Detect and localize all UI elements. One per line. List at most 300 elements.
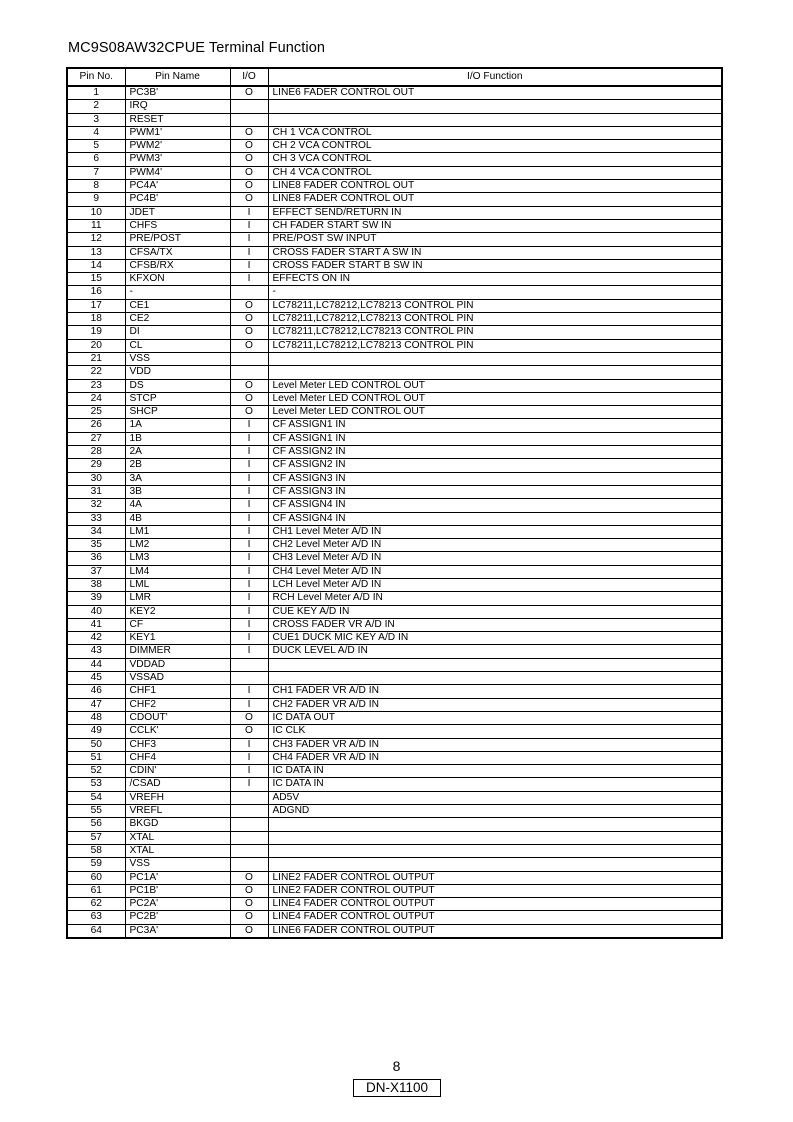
pin-name-cell: LM3 [125, 552, 230, 565]
pin-no-cell: 54 [67, 791, 125, 804]
pin-no-cell: 7 [67, 166, 125, 179]
io-function-cell: CH FADER START SW IN [268, 219, 722, 232]
pin-no-cell: 18 [67, 313, 125, 326]
io-function-cell: ADGND [268, 805, 722, 818]
io-cell: I [230, 246, 268, 259]
pin-no-cell: 59 [67, 858, 125, 871]
table-row [67, 485, 722, 498]
pin-name-cell: 3B [125, 485, 230, 498]
table-row [67, 313, 722, 326]
io-cell: O [230, 86, 268, 100]
io-cell: I [230, 738, 268, 751]
pin-no-cell: 17 [67, 299, 125, 312]
table-row [67, 884, 722, 897]
io-cell: I [230, 578, 268, 591]
pin-no-cell: 21 [67, 352, 125, 365]
pin-name-cell: 4B [125, 512, 230, 525]
pin-name-cell: CHF4 [125, 751, 230, 764]
io-function-cell: LC78211,LC78212,LC78213 CONTROL PIN [268, 339, 722, 352]
io-function-cell [268, 672, 722, 685]
io-function-cell: LINE6 FADER CONTROL OUT [268, 86, 722, 100]
io-cell: O [230, 180, 268, 193]
table-row [67, 672, 722, 685]
io-cell: I [230, 273, 268, 286]
io-cell: O [230, 166, 268, 179]
io-cell [230, 858, 268, 871]
io-cell [230, 286, 268, 299]
io-cell: I [230, 645, 268, 658]
pin-name-cell: PC3B' [125, 86, 230, 100]
io-cell: O [230, 299, 268, 312]
io-cell: I [230, 446, 268, 459]
io-cell: I [230, 525, 268, 538]
io-function-cell [268, 113, 722, 126]
pin-no-cell: 8 [67, 180, 125, 193]
pin-no-cell: 40 [67, 605, 125, 618]
pin-no-cell: 14 [67, 259, 125, 272]
pin-name-cell: BKGD [125, 818, 230, 831]
pin-name-cell: CL [125, 339, 230, 352]
table-row [67, 339, 722, 352]
io-function-cell: LINE2 FADER CONTROL OUTPUT [268, 871, 722, 884]
pin-no-cell: 62 [67, 898, 125, 911]
pin-no-cell: 29 [67, 459, 125, 472]
pin-name-cell: CHF1 [125, 685, 230, 698]
header-pin-no: Pin No. [67, 68, 125, 86]
table-row [67, 246, 722, 259]
io-cell [230, 831, 268, 844]
table-row [67, 140, 722, 153]
pin-no-cell: 53 [67, 778, 125, 791]
pin-no-cell: 43 [67, 645, 125, 658]
pin-no-cell: 13 [67, 246, 125, 259]
io-cell [230, 791, 268, 804]
table-row [67, 126, 722, 139]
io-function-cell: AD5V [268, 791, 722, 804]
io-cell [230, 366, 268, 379]
pin-name-cell: KEY1 [125, 632, 230, 645]
pin-no-cell: 9 [67, 193, 125, 206]
table-row [67, 924, 722, 938]
pin-name-cell: PC1A' [125, 871, 230, 884]
io-cell [230, 844, 268, 857]
table-row [67, 446, 722, 459]
pin-name-cell: SHCP [125, 406, 230, 419]
io-cell: O [230, 140, 268, 153]
pin-no-cell: 19 [67, 326, 125, 339]
table-row [67, 379, 722, 392]
io-cell: I [230, 765, 268, 778]
table-row [67, 366, 722, 379]
pin-name-cell: CDIN' [125, 765, 230, 778]
table-row [67, 618, 722, 631]
pin-name-cell: PC2A' [125, 898, 230, 911]
io-cell: O [230, 339, 268, 352]
table-row [67, 472, 722, 485]
pin-name-cell: 1B [125, 432, 230, 445]
pin-no-cell: 27 [67, 432, 125, 445]
model-label: DN-X1100 [353, 1079, 441, 1097]
io-function-cell: CH 3 VCA CONTROL [268, 153, 722, 166]
pin-no-cell: 45 [67, 672, 125, 685]
table-row [67, 273, 722, 286]
table-row [67, 286, 722, 299]
pin-name-cell: XTAL [125, 831, 230, 844]
pin-no-cell: 61 [67, 884, 125, 897]
table-row [67, 765, 722, 778]
table-row [67, 113, 722, 126]
pin-no-cell: 63 [67, 911, 125, 924]
table-row [67, 352, 722, 365]
io-function-cell: LC78211,LC78212,LC78213 CONTROL PIN [268, 326, 722, 339]
header-pin-name: Pin Name [125, 68, 230, 86]
io-cell: I [230, 685, 268, 698]
pin-no-cell: 12 [67, 233, 125, 246]
io-function-cell: CH 2 VCA CONTROL [268, 140, 722, 153]
pin-name-cell: XTAL [125, 844, 230, 857]
io-function-cell: CF ASSIGN4 IN [268, 512, 722, 525]
io-cell: I [230, 233, 268, 246]
io-function-cell: - [268, 286, 722, 299]
table-row [67, 299, 722, 312]
pin-no-cell: 33 [67, 512, 125, 525]
pin-no-cell: 10 [67, 206, 125, 219]
io-function-cell: CROSS FADER START A SW IN [268, 246, 722, 259]
pin-name-cell: CFSB/RX [125, 259, 230, 272]
table-row [67, 565, 722, 578]
pin-name-cell: STCP [125, 392, 230, 405]
pin-no-cell: 31 [67, 485, 125, 498]
io-function-cell: CH2 FADER VR A/D IN [268, 698, 722, 711]
io-function-cell: CF ASSIGN3 IN [268, 472, 722, 485]
header-io-function: I/O Function [268, 68, 722, 86]
pin-no-cell: 39 [67, 592, 125, 605]
pin-name-cell: LML [125, 578, 230, 591]
io-function-cell: IC DATA OUT [268, 711, 722, 724]
table-row [67, 778, 722, 791]
pin-no-cell: 42 [67, 632, 125, 645]
io-cell: I [230, 206, 268, 219]
pin-name-cell: CHFS [125, 219, 230, 232]
table-row [67, 552, 722, 565]
io-function-cell: CH1 FADER VR A/D IN [268, 685, 722, 698]
pin-name-cell: RESET [125, 113, 230, 126]
io-function-cell: LINE8 FADER CONTROL OUT [268, 180, 722, 193]
pin-name-cell: LMR [125, 592, 230, 605]
io-function-cell [268, 831, 722, 844]
pin-name-cell: PWM1' [125, 126, 230, 139]
pin-name-cell: 3A [125, 472, 230, 485]
io-function-cell: IC CLK [268, 725, 722, 738]
table-header-row [67, 68, 722, 86]
io-cell: I [230, 472, 268, 485]
pin-name-cell: KEY2 [125, 605, 230, 618]
pin-no-cell: 3 [67, 113, 125, 126]
io-cell [230, 658, 268, 671]
io-function-cell: CH 4 VCA CONTROL [268, 166, 722, 179]
table-row [67, 525, 722, 538]
io-cell: I [230, 259, 268, 272]
table-row [67, 898, 722, 911]
pin-name-cell: PWM3' [125, 153, 230, 166]
pin-name-cell: 1A [125, 419, 230, 432]
pin-no-cell: 11 [67, 219, 125, 232]
io-function-cell: CUE1 DUCK MIC KEY A/D IN [268, 632, 722, 645]
io-cell: I [230, 592, 268, 605]
table-row [67, 738, 722, 751]
table-row [67, 871, 722, 884]
io-function-cell: CROSS FADER START B SW IN [268, 259, 722, 272]
io-function-cell: LINE8 FADER CONTROL OUT [268, 193, 722, 206]
table-row [67, 259, 722, 272]
table-row [67, 658, 722, 671]
pin-name-cell: DIMMER [125, 645, 230, 658]
table-row [67, 725, 722, 738]
io-cell [230, 113, 268, 126]
table-row [67, 578, 722, 591]
io-function-cell: LC78211,LC78212,LC78213 CONTROL PIN [268, 299, 722, 312]
pin-name-cell: LM2 [125, 539, 230, 552]
table-row [67, 392, 722, 405]
table-row [67, 86, 722, 100]
table-row [67, 791, 722, 804]
io-function-cell: EFFECTS ON IN [268, 273, 722, 286]
io-cell: I [230, 512, 268, 525]
pin-no-cell: 52 [67, 765, 125, 778]
table-row [67, 698, 722, 711]
table-row [67, 512, 722, 525]
pin-no-cell: 25 [67, 406, 125, 419]
table-body [67, 86, 722, 938]
pin-name-cell: JDET [125, 206, 230, 219]
io-function-cell: LINE4 FADER CONTROL OUTPUT [268, 911, 722, 924]
io-cell: O [230, 126, 268, 139]
pin-name-cell: DS [125, 379, 230, 392]
pin-name-cell: VSS [125, 858, 230, 871]
io-cell: I [230, 632, 268, 645]
table-row [67, 592, 722, 605]
pin-name-cell: 4A [125, 499, 230, 512]
io-function-cell: PRE/POST SW INPUT [268, 233, 722, 246]
pin-name-cell: CE2 [125, 313, 230, 326]
terminal-function-table [66, 67, 723, 939]
io-function-cell: LINE6 FADER CONTROL OUTPUT [268, 924, 722, 938]
io-cell: O [230, 898, 268, 911]
pin-no-cell: 24 [67, 392, 125, 405]
pin-name-cell: PRE/POST [125, 233, 230, 246]
pin-no-cell: 20 [67, 339, 125, 352]
pin-name-cell: VDD [125, 366, 230, 379]
page-title: MC9S08AW32CPUE Terminal Function [68, 40, 326, 56]
io-cell: O [230, 911, 268, 924]
header-io: I/O [230, 68, 268, 86]
pin-name-cell: /CSAD [125, 778, 230, 791]
pin-name-cell: VREFL [125, 805, 230, 818]
pin-no-cell: 47 [67, 698, 125, 711]
table-row [67, 326, 722, 339]
pin-name-cell: CFSA/TX [125, 246, 230, 259]
io-cell: O [230, 392, 268, 405]
io-function-cell: EFFECT SEND/RETURN IN [268, 206, 722, 219]
io-function-cell: CF ASSIGN1 IN [268, 419, 722, 432]
pin-name-cell: CDOUT' [125, 711, 230, 724]
io-function-cell: CH2 Level Meter A/D IN [268, 539, 722, 552]
io-cell: O [230, 313, 268, 326]
table-row [67, 153, 722, 166]
io-function-cell: CH 1 VCA CONTROL [268, 126, 722, 139]
io-function-cell: Level Meter LED CONTROL OUT [268, 379, 722, 392]
io-cell: O [230, 711, 268, 724]
io-function-cell: RCH Level Meter A/D IN [268, 592, 722, 605]
table-row [67, 499, 722, 512]
io-function-cell: IC DATA IN [268, 778, 722, 791]
io-cell: I [230, 499, 268, 512]
pin-no-cell: 15 [67, 273, 125, 286]
io-function-cell: CH3 FADER VR A/D IN [268, 738, 722, 751]
pin-no-cell: 51 [67, 751, 125, 764]
pin-name-cell: CHF2 [125, 698, 230, 711]
table-row [67, 805, 722, 818]
io-cell: I [230, 459, 268, 472]
io-cell: I [230, 419, 268, 432]
io-cell: I [230, 485, 268, 498]
pin-name-cell: 2B [125, 459, 230, 472]
pin-no-cell: 1 [67, 86, 125, 100]
pin-no-cell: 41 [67, 618, 125, 631]
io-cell: I [230, 751, 268, 764]
io-cell: O [230, 193, 268, 206]
table-row [67, 858, 722, 871]
io-cell: I [230, 698, 268, 711]
io-cell: O [230, 871, 268, 884]
pin-name-cell: PC1B' [125, 884, 230, 897]
table-row [67, 166, 722, 179]
io-cell [230, 672, 268, 685]
pin-no-cell: 30 [67, 472, 125, 485]
io-cell: O [230, 406, 268, 419]
io-function-cell: CH1 Level Meter A/D IN [268, 525, 722, 538]
pin-no-cell: 48 [67, 711, 125, 724]
pin-no-cell: 23 [67, 379, 125, 392]
pin-name-cell: PC4A' [125, 180, 230, 193]
io-function-cell: LINE2 FADER CONTROL OUTPUT [268, 884, 722, 897]
io-function-cell: Level Meter LED CONTROL OUT [268, 392, 722, 405]
pin-name-cell: CF [125, 618, 230, 631]
pin-name-cell: PWM2' [125, 140, 230, 153]
io-cell: O [230, 379, 268, 392]
table-row [67, 459, 722, 472]
pin-no-cell: 55 [67, 805, 125, 818]
pin-name-cell: CE1 [125, 299, 230, 312]
page-number: 8 [392, 1058, 401, 1074]
io-cell: I [230, 539, 268, 552]
pin-no-cell: 50 [67, 738, 125, 751]
pin-no-cell: 64 [67, 924, 125, 938]
table-row [67, 911, 722, 924]
table-row [67, 180, 722, 193]
io-cell: O [230, 153, 268, 166]
pin-no-cell: 60 [67, 871, 125, 884]
io-cell: I [230, 778, 268, 791]
io-function-cell: CH4 FADER VR A/D IN [268, 751, 722, 764]
io-function-cell: LC78211,LC78212,LC78213 CONTROL PIN [268, 313, 722, 326]
io-cell: O [230, 326, 268, 339]
pin-no-cell: 46 [67, 685, 125, 698]
io-function-cell [268, 658, 722, 671]
io-cell [230, 818, 268, 831]
io-cell: I [230, 432, 268, 445]
pin-no-cell: 56 [67, 818, 125, 831]
pin-no-cell: 4 [67, 126, 125, 139]
io-function-cell: DUCK LEVEL A/D IN [268, 645, 722, 658]
io-cell: I [230, 618, 268, 631]
pin-no-cell: 58 [67, 844, 125, 857]
table-row [67, 539, 722, 552]
table-row [67, 193, 722, 206]
table-row [67, 432, 722, 445]
pin-name-cell: VSS [125, 352, 230, 365]
pin-name-cell: VDDAD [125, 658, 230, 671]
table-row [67, 419, 722, 432]
table-row [67, 406, 722, 419]
io-cell: I [230, 605, 268, 618]
pin-name-cell: LM1 [125, 525, 230, 538]
pin-no-cell: 49 [67, 725, 125, 738]
io-cell: O [230, 924, 268, 938]
io-function-cell: CF ASSIGN1 IN [268, 432, 722, 445]
pin-name-cell: PC3A' [125, 924, 230, 938]
pin-no-cell: 6 [67, 153, 125, 166]
pin-no-cell: 32 [67, 499, 125, 512]
pin-name-cell: KFXON [125, 273, 230, 286]
pin-no-cell: 57 [67, 831, 125, 844]
io-function-cell [268, 100, 722, 113]
pin-no-cell: 37 [67, 565, 125, 578]
io-cell: I [230, 219, 268, 232]
io-function-cell: CUE KEY A/D IN [268, 605, 722, 618]
table-row [67, 605, 722, 618]
io-function-cell: CROSS FADER VR A/D IN [268, 618, 722, 631]
pin-no-cell: 26 [67, 419, 125, 432]
io-function-cell: CF ASSIGN3 IN [268, 485, 722, 498]
pin-no-cell: 38 [67, 578, 125, 591]
pin-name-cell: CCLK' [125, 725, 230, 738]
io-function-cell: LINE4 FADER CONTROL OUTPUT [268, 898, 722, 911]
pin-name-cell: LM4 [125, 565, 230, 578]
io-cell: I [230, 565, 268, 578]
io-function-cell [268, 352, 722, 365]
pin-no-cell: 2 [67, 100, 125, 113]
io-function-cell: CF ASSIGN4 IN [268, 499, 722, 512]
table-row [67, 711, 722, 724]
pin-name-cell: PC4B' [125, 193, 230, 206]
io-function-cell: CF ASSIGN2 IN [268, 446, 722, 459]
io-function-cell [268, 844, 722, 857]
pin-no-cell: 16 [67, 286, 125, 299]
io-function-cell: CH4 Level Meter A/D IN [268, 565, 722, 578]
io-function-cell: CF ASSIGN2 IN [268, 459, 722, 472]
pin-name-cell: VREFH [125, 791, 230, 804]
pin-no-cell: 28 [67, 446, 125, 459]
table-row [67, 632, 722, 645]
table-row [67, 206, 722, 219]
table-row [67, 685, 722, 698]
table-row [67, 219, 722, 232]
io-function-cell [268, 818, 722, 831]
pin-no-cell: 34 [67, 525, 125, 538]
table-row [67, 100, 722, 113]
table-row [67, 818, 722, 831]
